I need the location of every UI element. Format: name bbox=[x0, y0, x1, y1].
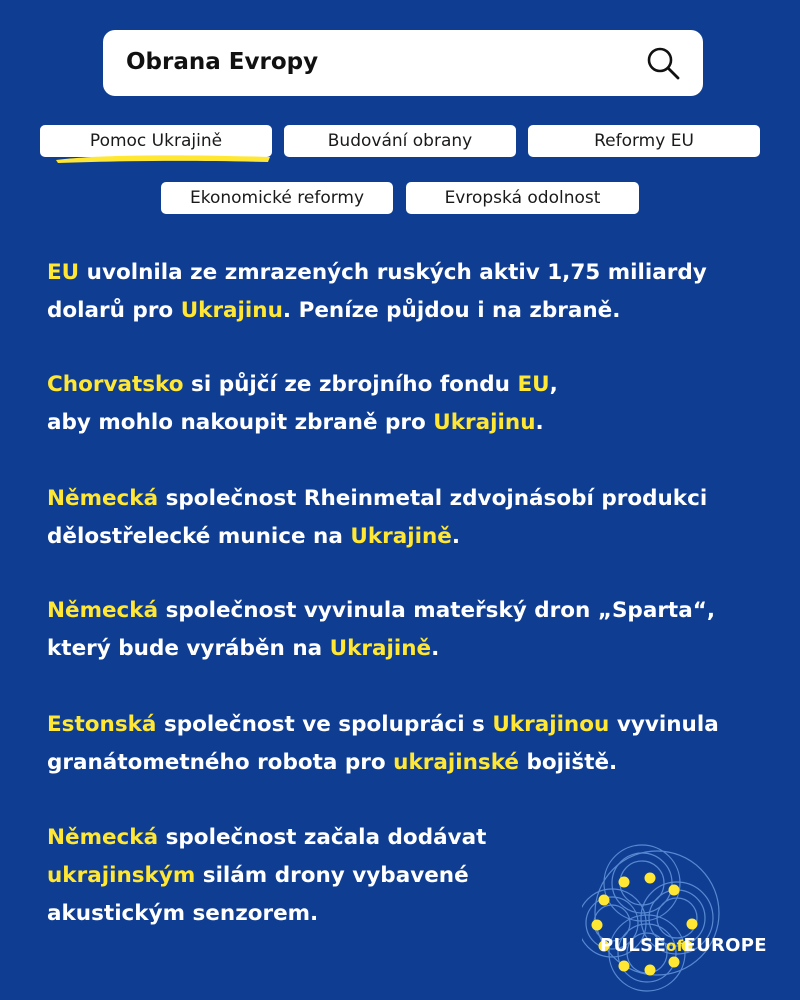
text-line bbox=[47, 706, 767, 744]
text-segment: dělostřelecké munice na bbox=[47, 524, 351, 549]
pulse-of-europe-logo-icon bbox=[582, 838, 792, 1000]
tag-ekonomicke-reformy[interactable] bbox=[161, 182, 393, 214]
highlight-term: ukrajinským bbox=[47, 863, 196, 888]
highlight-term: EU bbox=[47, 260, 80, 285]
highlight-term: Ukrajinu bbox=[433, 410, 536, 435]
selected-underline bbox=[54, 152, 272, 164]
text-segment: si půjčí ze zbrojního fondu bbox=[183, 372, 518, 397]
highlight-term: Ukrajině bbox=[350, 524, 452, 549]
text-segment: . bbox=[431, 636, 440, 661]
highlight-term: Estonská bbox=[47, 712, 157, 737]
text-line bbox=[47, 366, 767, 404]
text-segment: akustickým senzorem. bbox=[47, 901, 319, 926]
text-segment: společnost začala dodávat bbox=[158, 825, 487, 850]
search-bar[interactable] bbox=[103, 30, 703, 96]
highlight-term: Německá bbox=[47, 825, 159, 850]
text-segment: granátometného robota pro bbox=[47, 750, 394, 775]
text-segment: společnost vyvinula mateřský dron „Sparta“, bbox=[158, 598, 716, 623]
news-item bbox=[47, 592, 767, 668]
tag-label: Pomoc Ukrajině bbox=[89, 131, 223, 151]
news-item bbox=[47, 254, 767, 330]
highlight-term: Chorvatsko bbox=[47, 372, 184, 397]
text-segment: aby mohlo nakoupit zbraně pro bbox=[47, 410, 434, 435]
text-line bbox=[47, 630, 767, 668]
text-line bbox=[47, 518, 767, 556]
tag-budovani-obrany[interactable] bbox=[284, 125, 516, 157]
text-segment: dolarů pro bbox=[47, 298, 181, 323]
highlight-term: Ukrajinu bbox=[180, 298, 283, 323]
highlight-term: Německá bbox=[47, 598, 159, 623]
tag-evropska-odolnost[interactable] bbox=[406, 182, 639, 214]
text-segment: společnost Rheinmetal zdvojnásobí produkci bbox=[158, 486, 708, 511]
tag-label: Evropská odolnost bbox=[444, 188, 601, 208]
highlight-term: Ukrajinou bbox=[492, 712, 610, 737]
search-icon[interactable] bbox=[645, 45, 681, 81]
text-line bbox=[47, 404, 767, 442]
text-segment: , bbox=[549, 372, 558, 397]
tag-label: Ekonomické reformy bbox=[189, 188, 365, 208]
tag-label: Budování obrany bbox=[327, 131, 473, 151]
tag-pomoc-ukrajine[interactable] bbox=[40, 125, 272, 157]
text-segment: společnost ve spolupráci s bbox=[156, 712, 493, 737]
text-segment: silám drony vybavené bbox=[195, 863, 469, 888]
text-line bbox=[47, 744, 767, 782]
text-segment: bojiště. bbox=[519, 750, 618, 775]
news-item bbox=[47, 480, 767, 556]
text-segment: . bbox=[451, 524, 461, 549]
text-line bbox=[47, 292, 767, 330]
highlight-term: ukrajinské bbox=[393, 750, 520, 775]
text-line bbox=[47, 480, 767, 518]
highlight-term: Německá bbox=[47, 486, 159, 511]
text-segment: . Peníze půjdou i na zbraně. bbox=[282, 298, 621, 323]
text-segment: vyvinula bbox=[609, 712, 719, 737]
text-segment: který bude vyráběn na bbox=[47, 636, 330, 661]
logo-wordmark: PULSEofEUROPE bbox=[600, 935, 767, 956]
highlight-term: Ukrajině bbox=[329, 636, 432, 661]
text-line bbox=[47, 592, 767, 630]
text-line bbox=[47, 254, 767, 292]
text-segment: uvolnila ze zmrazených ruských aktiv 1,75 miliardy bbox=[79, 260, 707, 285]
news-item bbox=[47, 706, 767, 782]
tag-reformy-eu[interactable] bbox=[528, 125, 760, 157]
search-query[interactable]: Obrana Evropy bbox=[126, 49, 319, 75]
text-segment: . bbox=[535, 410, 544, 435]
news-item bbox=[47, 366, 767, 442]
tag-label: Reformy EU bbox=[594, 131, 694, 151]
highlight-term: EU bbox=[517, 372, 550, 397]
